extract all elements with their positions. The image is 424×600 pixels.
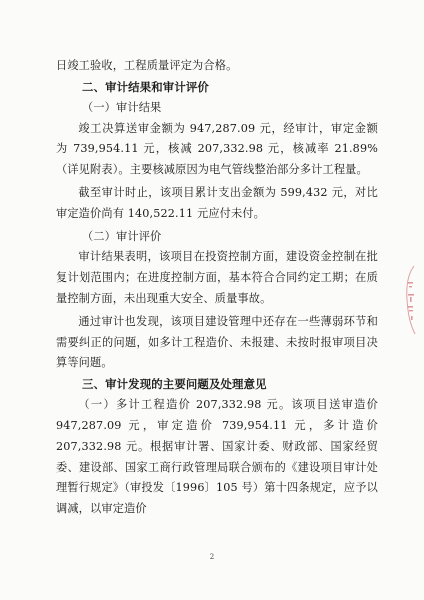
cumulative-expenditure-paragraph: 截至审计时止，该项目累计支出金额为 599,432 元，对比审定造价尚有 140,522.11 元应付未付。 bbox=[56, 185, 378, 220]
intro-paragraph: 日竣工验收，工程质量评定为合格。 bbox=[56, 59, 238, 72]
section-heading-audit-results-evaluation: 二、审计结果和审计评价 bbox=[82, 79, 209, 94]
red-seal-stamp-fragment bbox=[402, 264, 418, 336]
overstated-cost-paragraph: （一）多计工程造价 207,332.98 元。该项目送审造价 947,287.09 元，审定造价 739,954.11 元，多计造价 207,332.98 元。根据审计署、国家计委、财政部、国家经贸委、建设部、国家工商行政管理局联合颁布的《建设项目审计处理暂行规定》（审投发〔1996〕105 号）第十四条规定，应予以调减，以审定造价 bbox=[56, 398, 378, 516]
subsection-heading-audit-evaluation: （二）审计评价 bbox=[82, 229, 162, 243]
subsection-heading-audit-results: （一）审计结果 bbox=[82, 100, 162, 114]
section-heading-main-issues: 三、审计发现的主要问题及处理意见 bbox=[82, 377, 267, 392]
evaluation-paragraph: 审计结果表明，该项目在投资控制方面，建设资金控制在批复计划范围内；在进度控制方面，基本符合合同约定工期；在质量控制方面，未出现重大安全、质量事故。 bbox=[56, 250, 378, 305]
page-number: 2 bbox=[209, 553, 215, 561]
audit-results-paragraph: 竣工决算送审金额为 947,287.09 元，经审计，审定金额为 739,954.11 元，核减 207,332.98 元，核减率 21.89%（详见附表）。主要核减原因为电气管线整治部分多计工程量。 bbox=[56, 121, 378, 177]
issues-found-paragraph: 通过审计也发现，该项目建设管理中还存在一些薄弱环节和需要纠正的问题，如多计工程造价、未报建、未按时报审项目决算等问题。 bbox=[56, 314, 378, 370]
